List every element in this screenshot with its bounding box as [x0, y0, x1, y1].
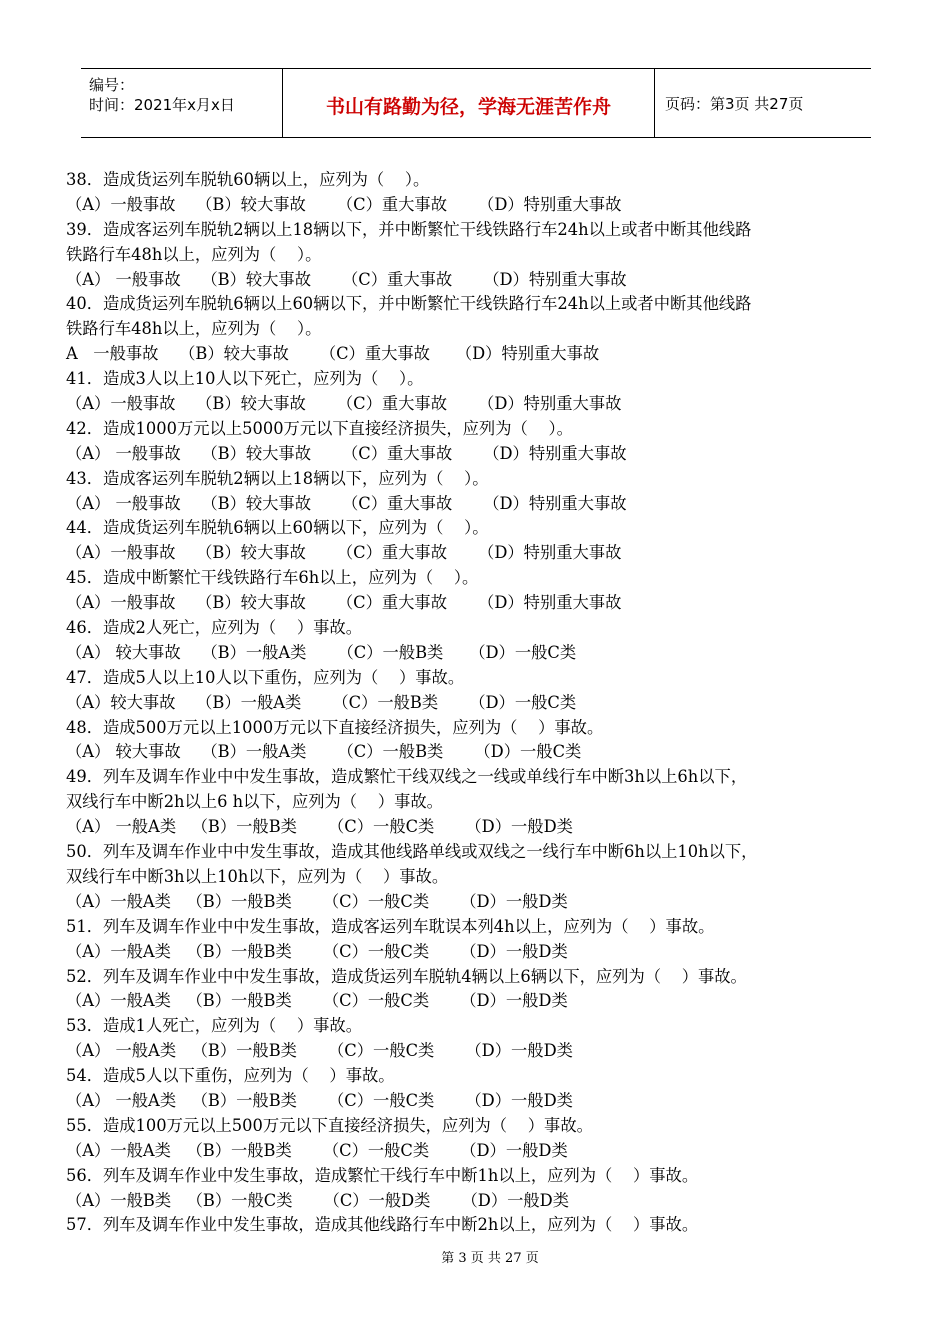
text-line: （A） 一般事故 （B）较大事故 （C）重大事故 （D）特别重大事故	[66, 269, 627, 289]
text-line: 44．造成货运列车脱轨6辆以上60辆以下，应列为（ ）。	[66, 518, 489, 538]
header-meta	[81, 69, 283, 137]
text-line: 50．列车及调车作业中中发生事故，造成其他线路单线或双线之一线行车中断6h以上10h以下，	[66, 842, 758, 862]
text-line: （A） 一般事故 （B）较大事故 （C）重大事故 （D）特别重大事故	[66, 493, 627, 513]
text-line: （A） 一般A类 （B）一般B类 （C）一般C类 （D）一般D类	[66, 1090, 573, 1110]
text-line: 53．造成1人死亡，应列为（ ）事故。	[66, 1016, 362, 1036]
document-number-label: 编号：	[89, 76, 135, 94]
text-line: （A） 一般A类 （B）一般B类 （C）一般C类 （D）一般D类	[66, 817, 573, 837]
text-line: 45．造成中断繁忙干线铁路行车6h以上，应列为（ ）。	[66, 568, 479, 588]
text-line: 39．造成客运列车脱轨2辆以上18辆以下，并中断繁忙干线铁路行车24h以上或者中断其他线路	[66, 219, 752, 239]
text-line: （A）一般事故 （B）较大事故 （C）重大事故 （D）特别重大事故	[66, 593, 622, 613]
text-line: （A）一般A类 （B）一般B类 （C）一般C类 （D）一般D类	[66, 991, 568, 1011]
text-line: （A）一般A类 （B）一般B类 （C）一般C类 （D）一般D类	[66, 941, 568, 961]
text-line: （A）较大事故 （B）一般A类 （C）一般B类 （D）一般C类	[66, 692, 577, 712]
text-line: 铁路行车48h以上，应列为（ ）。	[66, 319, 322, 339]
text-line: 55．造成100万元以上500万元以下直接经济损失，应列为（ ）事故。	[66, 1115, 593, 1135]
text-line: （A） 较大事故 （B）一般A类 （C）一般B类 （D）一般C类	[66, 642, 577, 662]
header-slogan: 书山有路勤为径，学海无涯苦作舟	[283, 69, 655, 137]
text-line: 57．列车及调车作业中发生事故，造成其他线路行车中断2h以上，应列为（ ）事故。	[66, 1215, 699, 1235]
text-line: 40．造成货运列车脱轨6辆以上60辆以下，并中断繁忙干线铁路行车24h以上或者中断其他线路	[66, 294, 752, 314]
text-line: （A） 一般A类 （B）一般B类 （C）一般C类 （D）一般D类	[66, 1041, 573, 1061]
text-line: 48．造成500万元以上1000万元以下直接经济损失，应列为（ ）事故。	[66, 717, 604, 737]
question-list	[66, 168, 896, 1238]
text-line: A 一般事故 （B）较大事故 （C）重大事故 （D）特别重大事故	[66, 344, 600, 364]
header-page-indicator: 页码：第3页 共27页	[665, 95, 804, 113]
text-line: 43．造成客运列车脱轨2辆以上18辆以下，应列为（ ）。	[66, 468, 489, 488]
text-line: 铁路行车48h以上，应列为（ ）。	[66, 244, 322, 264]
text-line: 42．造成1000万元以上5000万元以下直接经济损失，应列为（ ）。	[66, 418, 573, 438]
text-line: 54．造成5人以下重伤，应列为（ ）事故。	[66, 1066, 395, 1086]
text-line: （A）一般B类 （B）一般C类 （C）一般D类 （D）一般D类	[66, 1190, 570, 1210]
text-line: 47．造成5人以上10人以下重伤，应列为（ ）事故。	[66, 667, 465, 687]
text-line: （A）一般事故 （B）较大事故 （C）重大事故 （D）特别重大事故	[66, 394, 622, 414]
text-line: 56．列车及调车作业中发生事故，造成繁忙干线行车中断1h以上，应列为（ ）事故。	[66, 1165, 699, 1185]
document-date-label: 时间：2021年x月x日	[89, 96, 235, 114]
text-line: 51．列车及调车作业中中发生事故，造成客运列车耽误本列4h以上，应列为（ ）事故。	[66, 916, 715, 936]
text-line: （A）一般A类 （B）一般B类 （C）一般C类 （D）一般D类	[66, 891, 568, 911]
text-line: 38．造成货运列车脱轨60辆以上，应列为（ ）。	[66, 170, 430, 189]
page-header	[81, 68, 871, 138]
text-line: （A）一般事故 （B）较大事故 （C）重大事故 （D）特别重大事故	[66, 543, 622, 563]
text-line: （A）一般事故 （B）较大事故 （C）重大事故 （D）特别重大事故	[66, 194, 622, 214]
text-line: （A）一般A类 （B）一般B类 （C）一般C类 （D）一般D类	[66, 1140, 568, 1160]
page-footer: 第 3 页 共 27 页	[441, 1251, 539, 1266]
text-line: （A） 较大事故 （B）一般A类 （C）一般B类 （D）一般C类	[66, 742, 582, 762]
text-line: 49．列车及调车作业中中发生事故，造成繁忙干线双线之一线或单线行车中断3h以上6h以下，	[66, 767, 748, 787]
text-line: 双线行车中断2h以上6 h以下，应列为（ ）事故。	[66, 792, 443, 812]
text-line: 46．造成2人死亡，应列为（ ）事故。	[66, 618, 362, 638]
text-line: 41．造成3人以上10人以下死亡，应列为（ ）。	[66, 369, 424, 389]
text-line: 双线行车中断3h以上10h以下，应列为（ ）事故。	[66, 866, 449, 886]
text-line: 52．列车及调车作业中中发生事故，造成货运列车脱轨4辆以上6辆以下，应列为（ ）事故。	[66, 966, 747, 986]
text-line: （A） 一般事故 （B）较大事故 （C）重大事故 （D）特别重大事故	[66, 443, 627, 463]
